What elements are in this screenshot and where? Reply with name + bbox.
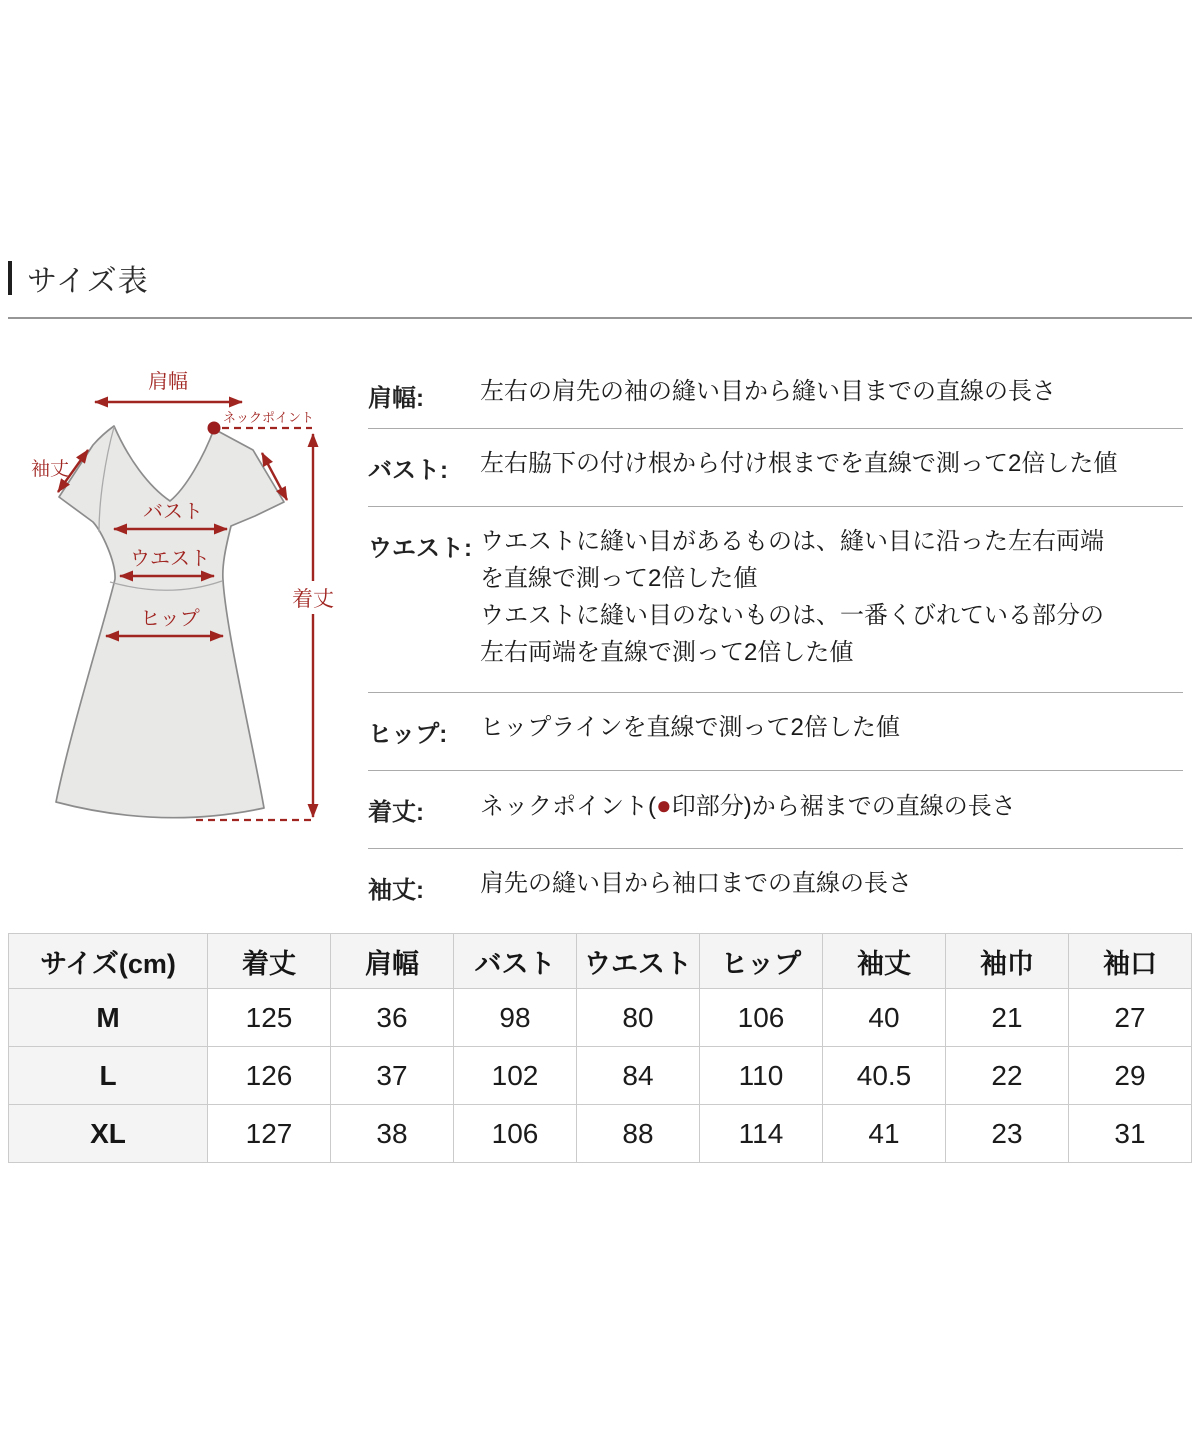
measurement-cell: 31 bbox=[1069, 1105, 1192, 1163]
definition-desc bbox=[480, 523, 1104, 671]
title-accent-bar bbox=[8, 261, 12, 295]
definition-desc-line: ウエストに縫い目のないものは、一番くびれている部分の bbox=[480, 602, 1104, 629]
measurement-cell: 21 bbox=[946, 989, 1069, 1047]
table-row bbox=[9, 1105, 1192, 1163]
label-neck-point: ネックポイント bbox=[223, 410, 315, 425]
column-header: ヒップ bbox=[700, 934, 823, 989]
column-header: 着丈 bbox=[208, 934, 331, 989]
definition-term: 着丈: bbox=[368, 799, 424, 826]
size-label: L bbox=[9, 1047, 208, 1105]
definition-desc-pre: ネックポイント( bbox=[480, 793, 656, 820]
definition-desc-line: を直線で測って2倍した値 bbox=[480, 565, 758, 592]
measurement-cell: 88 bbox=[577, 1105, 700, 1163]
measurement-cell: 84 bbox=[577, 1047, 700, 1105]
label-garment-length: 着丈 bbox=[292, 588, 334, 611]
measurement-cell: 106 bbox=[700, 989, 823, 1047]
definition-term: バスト: bbox=[368, 457, 448, 484]
definition-desc: 左右脇下の付け根から付け根までを直線で測って2倍した値 bbox=[480, 450, 1118, 477]
measurement-cell: 41 bbox=[823, 1105, 946, 1163]
measurement-cell: 102 bbox=[454, 1047, 577, 1105]
definition-term: 袖丈: bbox=[368, 877, 424, 904]
measurement-diagram bbox=[10, 360, 360, 870]
neck-point-dot bbox=[208, 422, 221, 435]
definition-row-hip bbox=[368, 693, 1183, 771]
measurement-cell: 37 bbox=[331, 1047, 454, 1105]
column-header: 肩幅 bbox=[331, 934, 454, 989]
label-hip: ヒップ bbox=[140, 608, 200, 630]
header-row bbox=[9, 934, 1192, 989]
definition-desc: 肩先の縫い目から袖口までの直線の長さ bbox=[480, 870, 912, 897]
size-label: XL bbox=[9, 1105, 208, 1163]
measurement-cell: 114 bbox=[700, 1105, 823, 1163]
measurement-cell: 126 bbox=[208, 1047, 331, 1105]
column-header: 袖口 bbox=[1069, 934, 1192, 989]
definition-row-bust bbox=[368, 429, 1183, 507]
measurement-cell: 125 bbox=[208, 989, 331, 1047]
label-sleeve-length: 袖丈 bbox=[30, 459, 70, 480]
column-header: 袖丈 bbox=[823, 934, 946, 989]
definition-desc-post: 印部分)から裾までの直線の長さ bbox=[671, 793, 1016, 820]
measurement-cell: 106 bbox=[454, 1105, 577, 1163]
neck-point-dot-glyph: ● bbox=[656, 790, 672, 820]
measurement-cell: 27 bbox=[1069, 989, 1192, 1047]
label-shoulder-width: 肩幅 bbox=[148, 371, 188, 393]
measurement-cell: 40.5 bbox=[823, 1047, 946, 1105]
label-waist: ウエスト bbox=[130, 548, 210, 570]
size-table bbox=[8, 933, 1192, 1163]
definition-term: 肩幅: bbox=[368, 385, 424, 412]
column-header: バスト bbox=[454, 934, 577, 989]
definition-row-length bbox=[368, 771, 1183, 849]
size-table-header bbox=[9, 934, 1192, 989]
column-header: サイズ(cm) bbox=[9, 934, 208, 989]
measurement-cell: 127 bbox=[208, 1105, 331, 1163]
title-divider bbox=[8, 317, 1192, 319]
measurement-cell: 110 bbox=[700, 1047, 823, 1105]
definition-term: ウエスト: bbox=[368, 535, 472, 562]
definition-row-shoulder bbox=[368, 372, 1183, 429]
size-table-body bbox=[9, 989, 1192, 1163]
column-header: 袖巾 bbox=[946, 934, 1069, 989]
definition-desc-line: ウエストに縫い目があるものは、縫い目に沿った左右両端 bbox=[480, 528, 1104, 555]
measurement-cell: 22 bbox=[946, 1047, 1069, 1105]
section-title bbox=[8, 256, 149, 300]
label-bust: バスト bbox=[143, 501, 203, 523]
measurement-cell: 29 bbox=[1069, 1047, 1192, 1105]
table-row bbox=[9, 1047, 1192, 1105]
definition-row-waist bbox=[368, 507, 1183, 693]
measurement-cell: 98 bbox=[454, 989, 577, 1047]
definition-desc: ヒップラインを直線で測って2倍した値 bbox=[480, 714, 900, 741]
measurement-cell: 23 bbox=[946, 1105, 1069, 1163]
measurement-definitions bbox=[368, 372, 1183, 915]
definition-desc: 左右の肩先の袖の縫い目から縫い目までの直線の長さ bbox=[480, 378, 1056, 405]
measurement-cell: 40 bbox=[823, 989, 946, 1047]
column-header: ウエスト bbox=[577, 934, 700, 989]
measurement-cell: 38 bbox=[331, 1105, 454, 1163]
page-title: サイズ表 bbox=[27, 265, 149, 298]
definition-row-sleeve bbox=[368, 849, 1183, 915]
measurement-cell: 80 bbox=[577, 989, 700, 1047]
size-label: M bbox=[9, 989, 208, 1047]
measurement-cell: 36 bbox=[331, 989, 454, 1047]
definition-desc-line: 左右両端を直線で測って2倍した値 bbox=[480, 639, 854, 666]
table-row bbox=[9, 989, 1192, 1047]
definition-term: ヒップ: bbox=[368, 721, 448, 748]
definition-desc bbox=[480, 790, 1016, 822]
